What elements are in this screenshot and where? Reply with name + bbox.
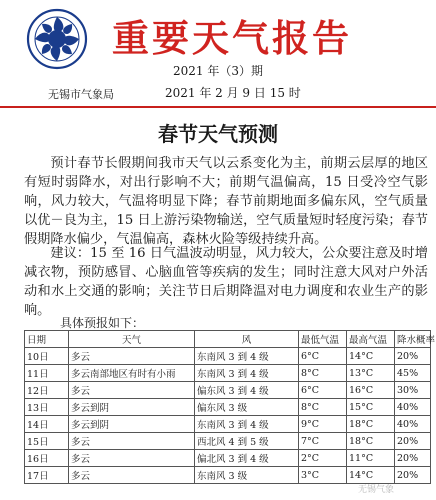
- cell-wind: 偏东风 3 级: [195, 399, 299, 416]
- cell-max-temp: 14°C: [347, 348, 395, 365]
- cell-min-temp: 9°C: [299, 416, 347, 433]
- cell-precip: 20%: [395, 348, 431, 365]
- cell-min-temp: 6°C: [299, 348, 347, 365]
- issuing-agency: 无锡市气象局: [48, 88, 114, 101]
- cell-min-temp: 6°C: [299, 382, 347, 399]
- cell-weather: 多云: [69, 382, 195, 399]
- cell-max-temp: 13°C: [347, 365, 395, 382]
- header-wind: 风: [195, 331, 299, 348]
- table-row: [25, 348, 431, 365]
- table-caption: 具体预报如下：: [60, 316, 145, 330]
- cell-max-temp: 11°C: [347, 450, 395, 467]
- cell-wind: 偏东风 3 到 4 级: [195, 382, 299, 399]
- cell-wind: 偏北风 3 到 4 级: [195, 450, 299, 467]
- cell-max-temp: 18°C: [347, 416, 395, 433]
- cell-max-temp: 18°C: [347, 433, 395, 450]
- cell-date: 17日: [25, 467, 69, 484]
- forecast-paragraph: 预计春节长假期间我市天气以云系变化为主，前期云层厚的地区有短时弱降水，对出行影响不大；前期气温偏高，15 日受冷空气影响，风力较大，气温将明显下降；春节前期地面多偏东风，空气质量以优－良为主，15 日上游污染物输送，空气质量短时轻度污染；春节假期降水偏少，气温偏高，森林火险等级持续升高。: [24, 156, 428, 247]
- cell-precip: 45%: [395, 365, 431, 382]
- cell-date: 14日: [25, 416, 69, 433]
- cell-wind: 东南风 3 到 4 级: [195, 416, 299, 433]
- cell-precip: 20%: [395, 433, 431, 450]
- issue-date: 2021 年 2 月 9 日 15 时: [165, 86, 301, 100]
- table-row: [25, 450, 431, 467]
- cell-min-temp: 3°C: [299, 467, 347, 484]
- cell-date: 11日: [25, 365, 69, 382]
- table-row: [25, 416, 431, 433]
- header-date: 日期: [25, 331, 69, 348]
- cell-weather: 多云: [69, 348, 195, 365]
- table-row: [25, 399, 431, 416]
- table-row: [25, 382, 431, 399]
- cell-weather: 多云: [69, 433, 195, 450]
- header-precip: 降水概率: [395, 331, 431, 348]
- table-header-row: [25, 331, 431, 348]
- table-row: [25, 467, 431, 484]
- cell-precip: 40%: [395, 416, 431, 433]
- cell-wind: 东南风 3 级: [195, 467, 299, 484]
- report-title: 重要天气报告: [112, 16, 352, 60]
- issue-number: 2021 年（3）期: [173, 64, 263, 78]
- document-title: 春节天气预测: [158, 122, 278, 146]
- cell-wind: 西北风 4 到 5 级: [195, 433, 299, 450]
- cell-date: 13日: [25, 399, 69, 416]
- cell-weather: 多云: [69, 467, 195, 484]
- cell-weather: 多云: [69, 450, 195, 467]
- cell-min-temp: 8°C: [299, 365, 347, 382]
- cell-precip: 40%: [395, 399, 431, 416]
- cell-date: 12日: [25, 382, 69, 399]
- advice-paragraph: 建议：15 至 16 日气温波动明显，风力较大，公众要注意及时增减衣物，预防感冒、心脑血管等疾病的发生；同时注意大风对户外活动和水上交通的影响；关注节日后期降温对电力调度和农业生产的影响。: [24, 246, 428, 318]
- cell-wind: 东南风 3 到 4 级: [195, 348, 299, 365]
- cell-wind: 东南风 3 到 4 级: [195, 365, 299, 382]
- table-row: [25, 365, 431, 382]
- cell-weather: 多云到阴: [69, 399, 195, 416]
- header-weather: 天气: [69, 331, 195, 348]
- cell-max-temp: 15°C: [347, 399, 395, 416]
- watermark: 无锡气象: [358, 485, 395, 495]
- cell-max-temp: 14°C: [347, 467, 395, 484]
- cell-precip: 30%: [395, 382, 431, 399]
- cell-date: 15日: [25, 433, 69, 450]
- header-min-temp: 最低气温: [299, 331, 347, 348]
- cell-date: 10日: [25, 348, 69, 365]
- cell-precip: 20%: [395, 467, 431, 484]
- report-header: [0, 0, 436, 110]
- header-max-temp: 最高气温: [347, 331, 395, 348]
- meteorological-logo-icon: [26, 8, 88, 70]
- cell-weather: 多云到阴: [69, 416, 195, 433]
- forecast-table: [24, 330, 436, 484]
- cell-min-temp: 2°C: [299, 450, 347, 467]
- cell-precip: 20%: [395, 450, 431, 467]
- cell-weather: 多云南部地区有时有小雨: [69, 365, 195, 382]
- cell-min-temp: 8°C: [299, 399, 347, 416]
- cell-date: 16日: [25, 450, 69, 467]
- cell-max-temp: 16°C: [347, 382, 395, 399]
- cell-min-temp: 7°C: [299, 433, 347, 450]
- table-row: [25, 433, 431, 450]
- header-divider: [0, 106, 436, 108]
